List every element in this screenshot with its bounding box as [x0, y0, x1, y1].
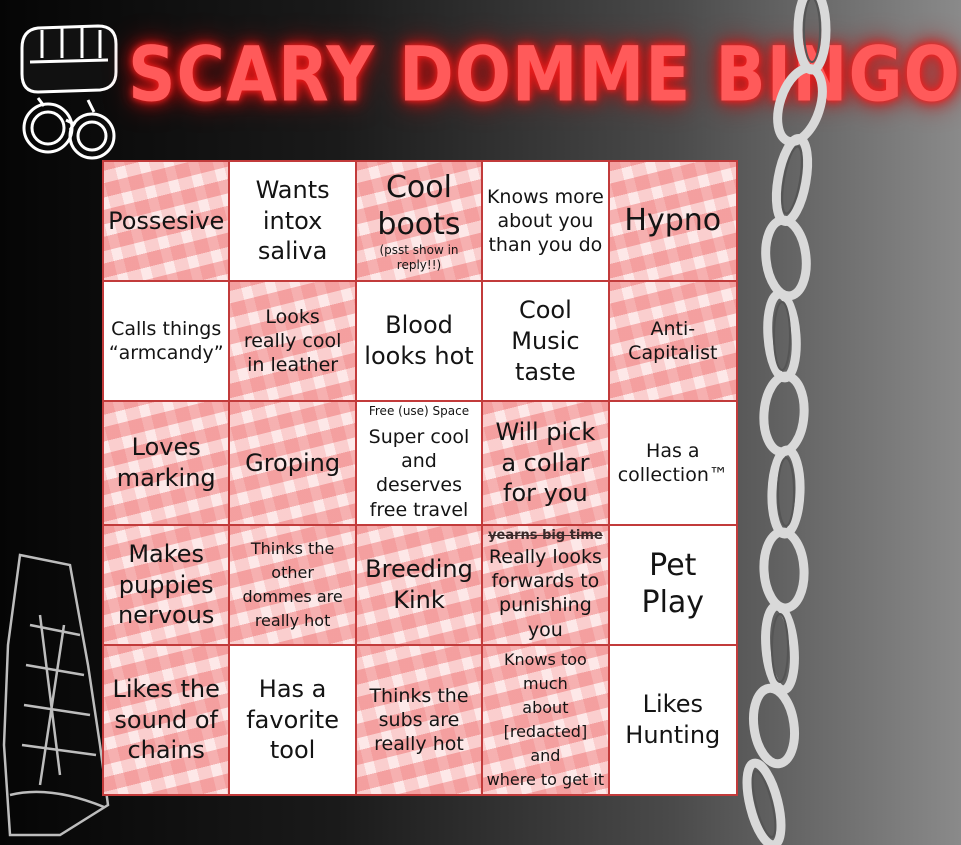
bingo-cell[interactable]: [230, 526, 356, 646]
cell-text-line: Likes: [642, 690, 703, 719]
cell-text-line: Capitalist: [628, 342, 718, 365]
bingo-cell[interactable]: [357, 402, 483, 526]
cell-text-line: nervous: [117, 601, 215, 630]
free-space-header: Free (use) Space: [368, 404, 470, 419]
cell-text-line: Has a: [258, 674, 327, 703]
cell-text-line: really cool: [243, 330, 342, 353]
cell-text-line: boots: [377, 206, 461, 242]
cell-text-line: other: [271, 562, 314, 582]
cell-text-line: Looks: [265, 305, 320, 328]
cell-text-line: intox: [262, 206, 323, 235]
bingo-cell[interactable]: [230, 162, 356, 282]
cell-text-line: Possesive: [108, 206, 225, 235]
bingo-cell[interactable]: [610, 402, 736, 526]
cell-text-line: a collar: [501, 448, 590, 477]
cell-text-line: Knows too much: [504, 649, 587, 693]
cell-text-line: Makes: [128, 539, 205, 568]
bingo-cell[interactable]: [610, 162, 736, 282]
bingo-cell[interactable]: [230, 282, 356, 402]
page-title: SCARY DOMME BINGO: [128, 30, 961, 119]
cell-text-line: Anti-: [650, 317, 696, 340]
bingo-cell[interactable]: [483, 526, 609, 646]
cell-text-line: Knows more: [486, 185, 604, 208]
cell-text-line: Hunting: [625, 720, 721, 749]
cell-text-line: taste: [514, 357, 576, 386]
bingo-cell[interactable]: [104, 282, 230, 402]
cell-text-line: Pet: [649, 548, 697, 584]
bingo-cell[interactable]: [230, 402, 356, 526]
bingo-cell[interactable]: [610, 282, 736, 402]
cell-text-line: Really looks: [488, 545, 602, 568]
cell-text-line: marking: [116, 464, 216, 493]
boot-icon: [0, 545, 110, 840]
cell-text-line: Wants: [255, 175, 330, 204]
cell-text-line: chains: [127, 736, 205, 765]
bingo-cell[interactable]: [483, 402, 609, 526]
cell-text-line: Groping: [245, 448, 341, 477]
cell-text-line: than you do: [488, 234, 603, 257]
cell-text-line: really hot: [374, 733, 464, 756]
cell-text-line: forwards to: [491, 569, 600, 592]
cell-text-line: Blood: [385, 311, 453, 340]
cell-text-line: Calls things: [111, 317, 222, 340]
cell-text-line: Hypno: [624, 202, 722, 238]
cell-text-line: where to get it: [486, 769, 605, 789]
cell-text-line: puppies: [118, 570, 214, 599]
cell-text-line: about you: [497, 209, 594, 232]
cell-text-line: Breeding: [365, 555, 473, 584]
cell-text-line: punishing you: [499, 594, 592, 641]
cell-text-line: about: [522, 697, 569, 717]
cell-text-line: and deserves: [376, 449, 462, 497]
cell-text-line: favorite: [246, 705, 339, 734]
bingo-cell[interactable]: [483, 282, 609, 402]
cell-text-line: Will pick: [495, 417, 596, 446]
bingo-cell[interactable]: [483, 646, 609, 794]
cell-text-line: Cool: [518, 296, 572, 325]
bingo-cell[interactable]: [104, 646, 230, 794]
cell-text-line: sound of: [114, 705, 218, 734]
cell-text-line: for you: [503, 479, 588, 508]
bingo-cell[interactable]: [610, 526, 736, 646]
cell-text-line: Likes the: [112, 674, 220, 703]
cell-text-line: looks hot: [364, 342, 474, 371]
cell-text-line: in leather: [247, 354, 339, 377]
bingo-cell[interactable]: [483, 162, 609, 282]
fist-handcuffs-icon: [8, 8, 126, 168]
cell-text-line: tool: [269, 736, 316, 765]
struck-text: yearns big time: [488, 527, 603, 543]
cell-text-line: really hot: [254, 610, 331, 630]
bingo-cell[interactable]: [104, 162, 230, 282]
fist-handcuffs-logo: [8, 8, 126, 168]
cell-text-line: Play: [641, 584, 705, 620]
bingo-cell[interactable]: [104, 402, 230, 526]
cell-note: (psst show in reply!!): [379, 243, 459, 272]
cell-text-line: Super cool: [368, 425, 470, 448]
cell-text-line: [redacted] and: [503, 721, 588, 765]
cell-text-line: saliva: [257, 237, 328, 266]
cell-text-line: “armcandy”: [108, 342, 224, 365]
cell-text-line: Has a: [646, 439, 700, 462]
cell-text-line: subs are: [378, 708, 460, 731]
cell-text-line: dommes are: [242, 586, 343, 606]
bingo-cell[interactable]: [610, 646, 736, 794]
boot-decoration: [0, 545, 110, 840]
bingo-cell[interactable]: [357, 162, 483, 282]
cell-text-line: Music: [511, 326, 580, 355]
cell-text-line: collection™: [617, 464, 728, 487]
bingo-cell[interactable]: [230, 646, 356, 794]
cell-text-line: free travel: [369, 498, 469, 521]
cell-text-line: Thinks the: [250, 538, 335, 558]
bingo-cell[interactable]: [357, 282, 483, 402]
bingo-cell[interactable]: [357, 526, 483, 646]
bingo-cell[interactable]: [104, 526, 230, 646]
cell-text-line: Thinks the: [369, 684, 469, 707]
cell-text-line: Cool: [385, 170, 452, 206]
cell-text-line: Loves: [131, 433, 201, 462]
cell-text-line: Kink: [393, 585, 445, 614]
bingo-board: [102, 160, 738, 796]
bingo-cell[interactable]: [357, 646, 483, 794]
